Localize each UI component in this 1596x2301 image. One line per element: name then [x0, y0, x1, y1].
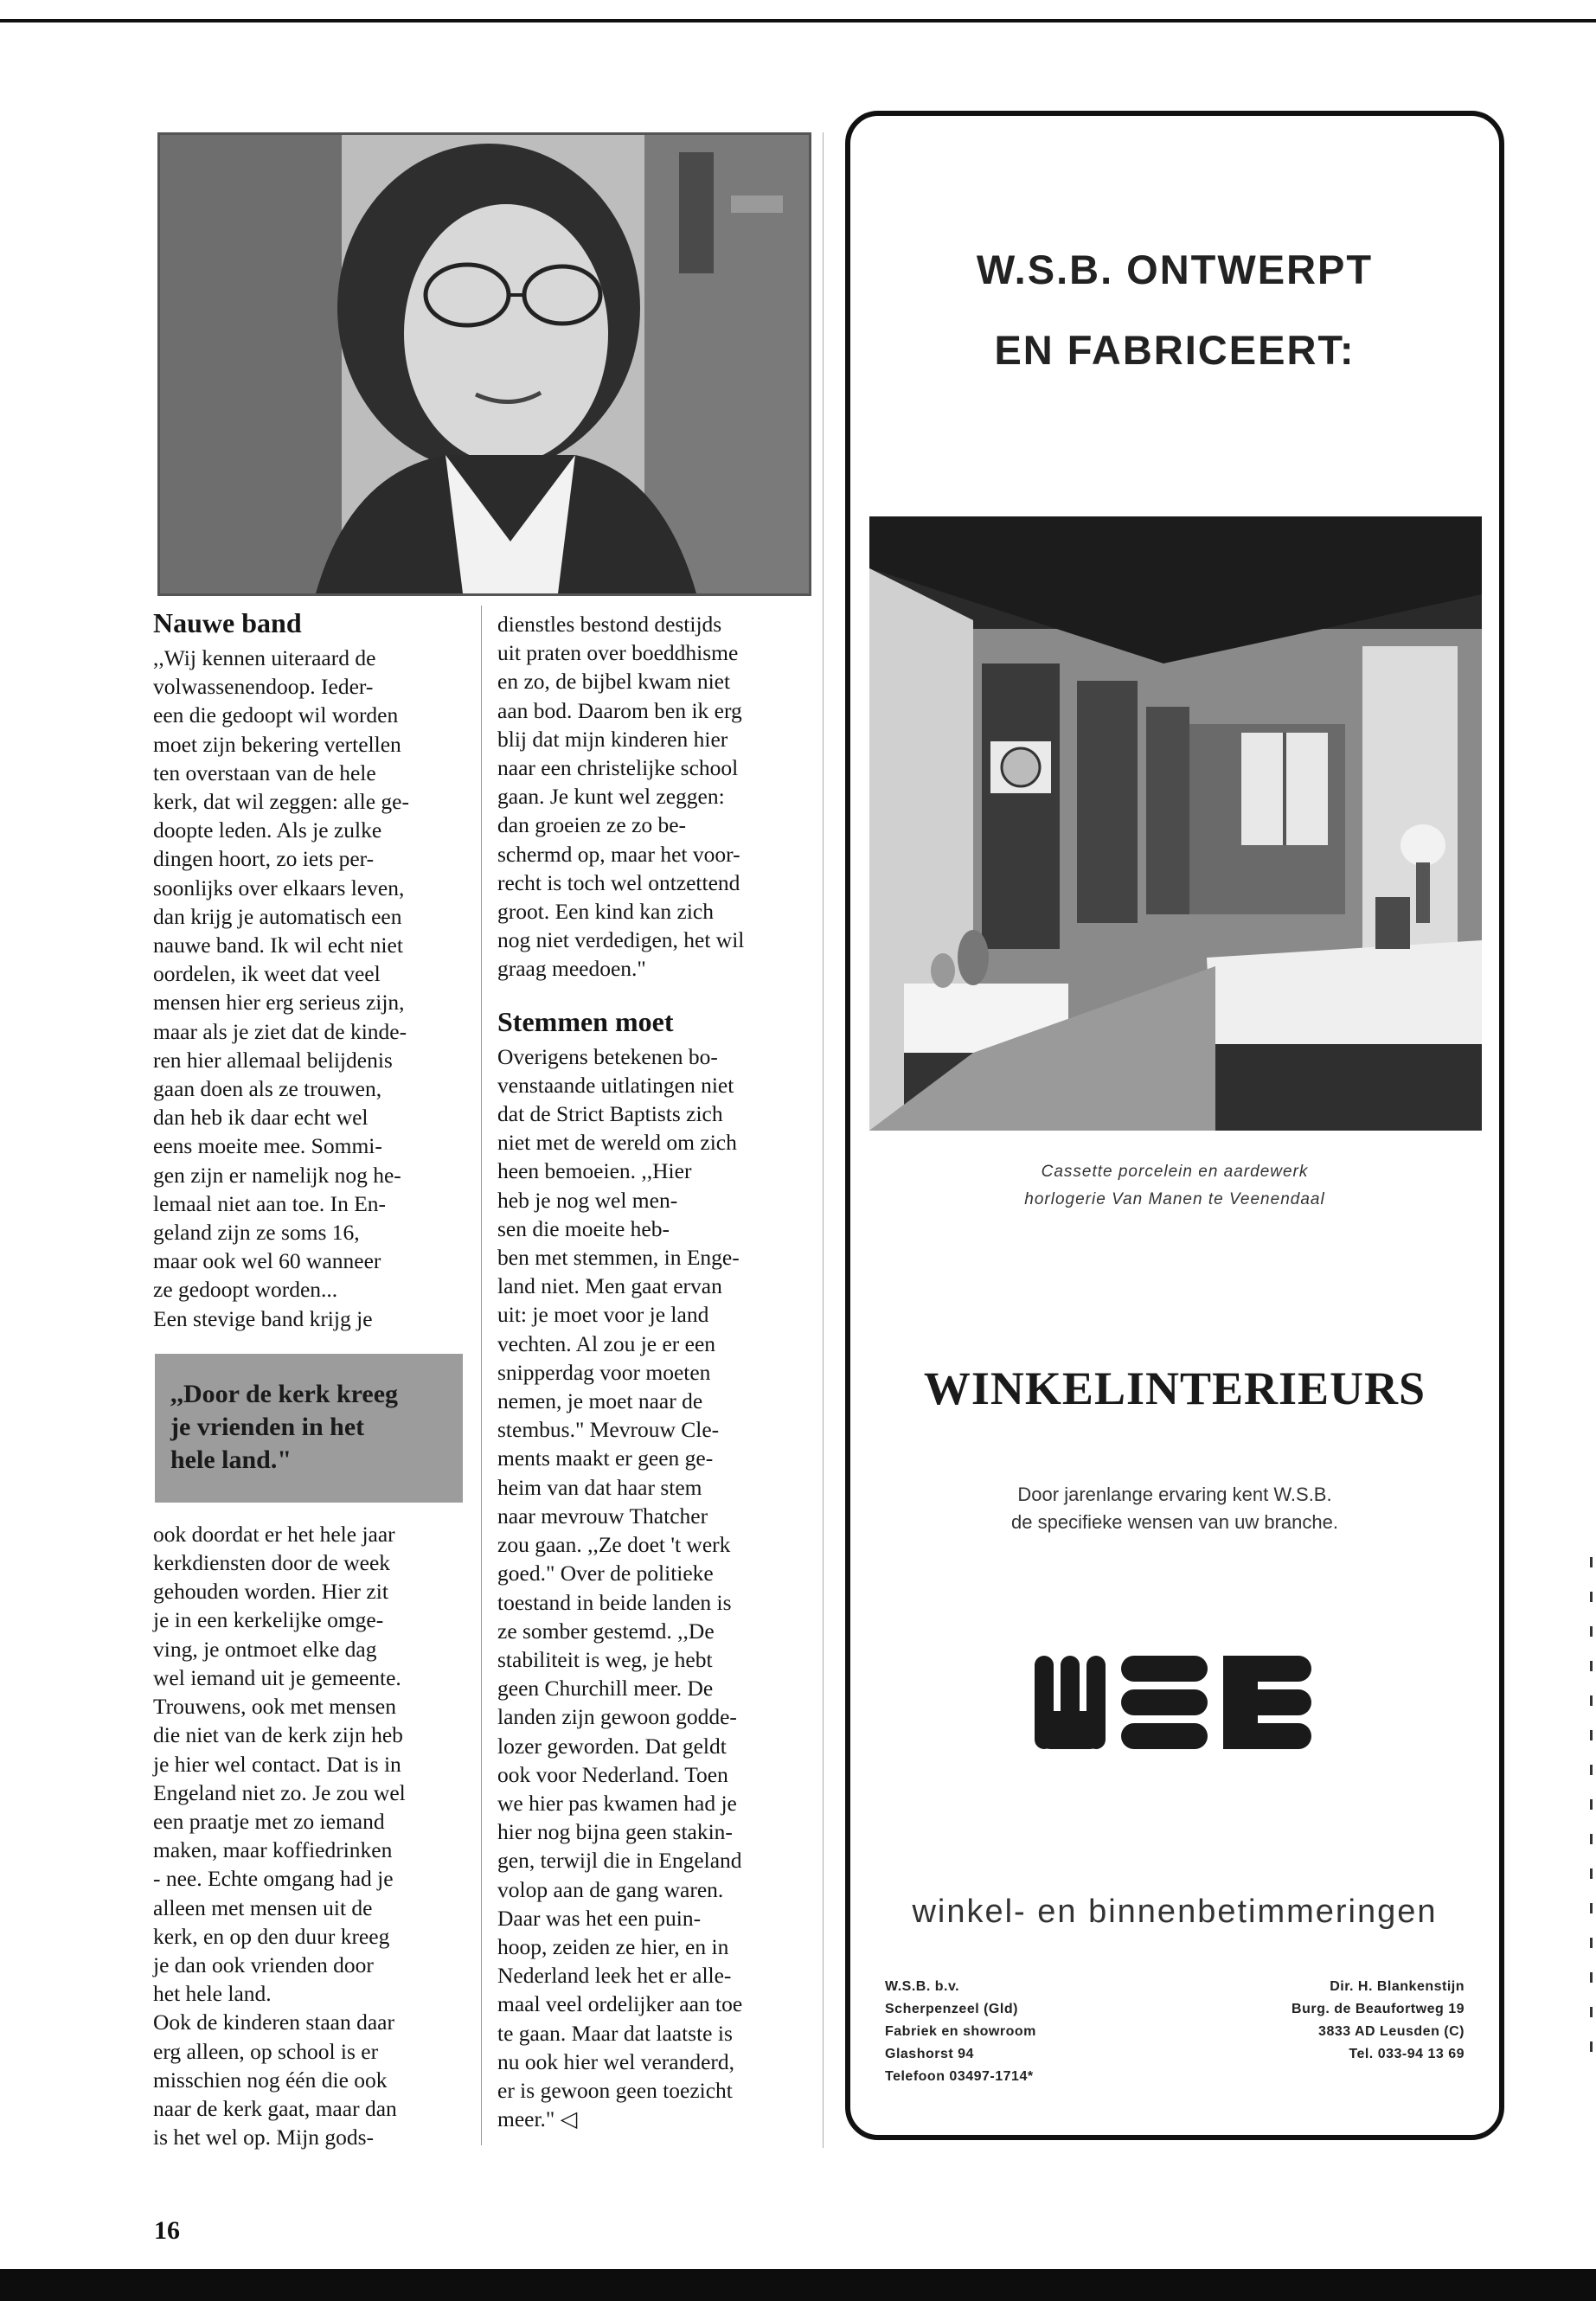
article-paragraph-1: ,,Wij kennen uiteraard de volwassenendoop. Ieder- een die gedoopt wil worden moet zijn bekering vertellen ten overstaan van de hele kerk, dat wil zeggen: alle ge- doopte leden. Als je zulke dingen hoort, zo iets per- soonlijks over elkaars leven, dan krijg je automatisch een nauwe band. Ik wil echt niet oordelen, ik weet dat veel mensen hier erg serieus zijn, maar als je ziet dat de kinde- ren hier allemaal belijdenis gaan doen als ze trouwen, dan heb ik daar echt wel eens moeite mee. Sommi- gen zijn er namelijk nog he- lemaal niet aan toe. In En- geland zijn ze soms 16, maar ook wel 60 wanneer ze gedoopt worden... Een stevige band krijg je [153, 645, 409, 1331]
ad-title-line2: EN FABRICEERT: [994, 327, 1356, 373]
section-heading-stemmen-moet: Stemmen moet [497, 1005, 674, 1037]
ad-description: Door jarenlange ervaring kent W.S.B. de specifieke wensen van uw branche. [1011, 1484, 1338, 1533]
address-right: Dir. H. Blankenstijn Burg. de Beaufortweg 19 3833 AD Leusden (C) Tel. 033-94 13 69 [1292, 1979, 1465, 2061]
portrait-photo [157, 132, 811, 596]
article-paragraph-2: ook doordat er het hele jaar kerkdiensten door de week gehouden worden. Hier zit je in een kerkelijke omge- ving, je ontmoet elke dag wel iemand uit je gemeente. Trouwens, ook met mensen die niet van de kerk zijn heb je hier wel contact. Dat is in Engeland niet zo. Je zou wel een praatje met zo iemand maken, maar koffiedrinken - nee. Echte omgang had je alleen met mensen uit de kerk, en op den duur kreeg je dan ook vrienden door het hele land. Ook de kinderen staan daar erg alleen, op school is er misschien nog één die ook naar de kerk gaat, maar dan is het wel op. Mijn gods- [153, 1521, 406, 2150]
article-paragraph-3: dienstles bestond destijds uit praten over boeddhisme en zo, de bijbel kwam niet aan bod. Daarom ben ik erg blij dat mijn kinderen hier naar een christelijke school gaan. Je kunt wel zeggen: dan groeien ze zo be- schermd op, maar het voor- recht is toch wel ontzettend groot. Een kind kan zich nog niet verdedigen, het wil graag meedoen." [497, 612, 745, 982]
column-divider-left [481, 606, 482, 2145]
ad-tagline: winkel- en binnenbetimmeringen [912, 1894, 1438, 1930]
bottom-rule [0, 2269, 1596, 2301]
article-column-middle [497, 610, 811, 2133]
wsb-logo [1035, 1656, 1311, 1749]
top-rule [0, 19, 1596, 22]
photo-caption-line1: Cassette porcelein en aardewerk [1041, 1163, 1309, 1181]
portrait-illustration [160, 135, 809, 593]
page-number: 16 [154, 2216, 180, 2245]
scan-edge-marks [1590, 1557, 1593, 2076]
article-paragraph-4: Overigens betekenen bo- venstaande uitlatingen niet dat de Strict Baptists zich niet met de wereld om zich heen bemoeien. ,,Hier heb je nog wel men- sen die moeite heb- ben met stemmen, in Enge- land niet. Men gaat ervan uit: je moet voor je land vechten. Al zou je er een snipperdag voor moeten nemen, je moet naar de stembus." Mevrouw Cle- ments maakt er geen ge- heim van dat haar stem naar mevrouw Thatcher zou gaan. ,,Ze doet 't werk goed." Over de politieke toestand in beide landen is ze somber gestemd. ,,De stabiliteit is weg, je hebt geen Churchill meer. De landen zijn gewoon godde- lozer geworden. Dat geldt ook voor Nederland. Toen we hier pas kwamen had je hier nog bijna geen stakin- gen, terwijl die in Engeland volop aan de gang waren. Daar was het een puin- hoop, zeiden ze hier, en in Nederland leek het er alle- maal veel ordelijker aan toe te gaan. Maar dat laatste is nu ook hier wel veranderd, er is gewoon geen toezicht meer." ◁ [497, 1043, 743, 2132]
section-heading-nauwe-band: Nauwe band [153, 607, 302, 638]
address-left: W.S.B. b.v. Scherpenzeel (Gld) Fabriek en showroom Glashorst 94 Telefoon 03497-1714* [885, 1979, 1036, 2084]
ad-title-line1: W.S.B. ONTWERPT [976, 247, 1374, 292]
ad-heading-winkelinterieurs: WINKELINTERIEURS [923, 1362, 1426, 1414]
article-column-left [153, 606, 466, 2151]
column-divider-right [823, 132, 824, 2148]
photo-caption-line2: horlogerie Van Manen te Veenendaal [1024, 1190, 1325, 1208]
pull-quote: ,,Door de kerk kreeg je vrienden in het hele land." [155, 1354, 463, 1503]
wsb-advertisement [845, 111, 1504, 2140]
showroom-illustration [869, 516, 1482, 1131]
showroom-photo [869, 516, 1482, 1131]
